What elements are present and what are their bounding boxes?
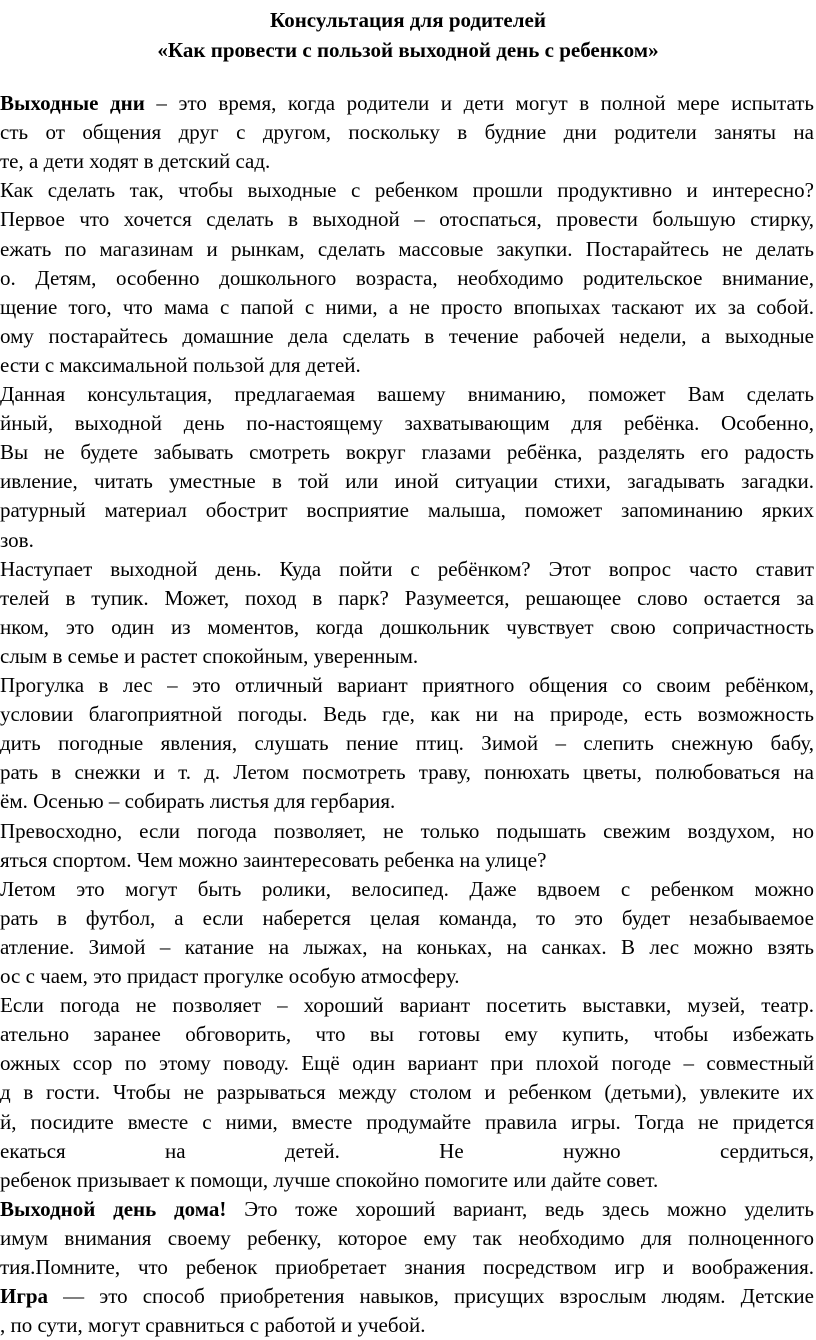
text-segment: Как сделать так, чтобы выходные с ребенком прошли продуктивно и интересно?: [0, 178, 814, 202]
text-line: [0, 612, 814, 642]
text-segment: Вы не будете забывать смотреть вокруг глазами ребёнка, разделять его радость: [0, 440, 814, 464]
text-segment: Если погода не позволяет – хороший вариант посетить выставки, музей, театр.: [0, 993, 814, 1017]
document-title-line-2: «Как провести с пользой выходной день с ребенком»: [157, 38, 659, 62]
text-segment: о. Детям, особенно дошкольного возраста, необходимо родительское внимание,: [0, 266, 814, 290]
text-line: [0, 932, 814, 962]
text-line: [0, 350, 814, 380]
text-segment: Данная консультация, предлагаемая вашему вниманию, поможет Вам сделать: [0, 382, 814, 406]
text-line: [0, 786, 814, 816]
text-segment: екаться на детей. Не нужно сердиться,: [0, 1139, 814, 1163]
text-line: [0, 1048, 814, 1078]
text-segment: Прогулка в лес – это отличный вариант приятного общения со своим ребёнком,: [0, 673, 814, 697]
text-segment: ивление, читать уместные в той или иной ситуации стихи, загадывать загадки.: [0, 469, 814, 493]
text-segment: ратурный материал обострит восприятие малыша, поможет запоминанию ярких: [0, 498, 814, 522]
text-segment: ребенок призывает к помощи, лучше спокойно помогите или дайте совет.: [0, 1168, 659, 1192]
text-line: [0, 1107, 814, 1137]
text-line: [0, 204, 814, 234]
text-segment: имум внимания своему ребенку, которое ему так необходимо для полноценного: [0, 1226, 814, 1250]
document-title-line-1: Консультация для родителей: [270, 8, 546, 32]
text-line: [0, 728, 814, 758]
text-line: [0, 234, 814, 264]
text-line: [0, 1310, 814, 1340]
text-line: [0, 146, 814, 176]
text-line: [0, 466, 814, 496]
text-segment: ести с максимальной пользой для детей.: [0, 353, 361, 377]
text-line: [0, 379, 814, 409]
text-segment: ём. Осенью – собирать листья для гербария.: [0, 789, 396, 813]
text-line: [0, 554, 814, 584]
text-segment: условии благоприятной погоды. Ведь где, как ни на природе, есть возможность: [0, 702, 814, 726]
text-segment: атление. Зимой – катание на лыжах, на коньках, на санках. В лес можно взять: [0, 935, 814, 959]
text-line: [0, 583, 814, 613]
text-segment: ожных ссор по этому поводу. Ещё один вариант при плохой погоде – совместный: [0, 1051, 814, 1075]
text-segment: йный, выходной день по-настоящему захватывающим для ребёнка. Особенно,: [0, 411, 814, 435]
text-segment: й, посидите вместе с ними, вместе продумайте правила игры. Тогда не придется: [0, 1110, 814, 1134]
text-segment: ос с чаем, это придаст прогулке особую атмосферу.: [0, 964, 460, 988]
text-segment: сть от общения друг с другом, поскольку в будние дни родители заняты на: [0, 120, 814, 144]
text-line: [0, 408, 814, 438]
text-line: [0, 1252, 814, 1282]
text-segment: рать в футбол, а если наберется целая команда, то это будет незабываемое: [0, 906, 814, 930]
text-line: [0, 1281, 814, 1311]
text-line: [0, 874, 814, 904]
text-segment: дить погодные явления, слушать пение птиц. Зимой – слепить снежную бабу,: [0, 731, 814, 755]
text-segment: Это тоже хороший вариант, ведь здесь можно уделить: [226, 1197, 814, 1221]
text-segment: телей в тупик. Может, поход в парк? Разумеется, решающее слово остается за: [0, 586, 814, 610]
text-line: [0, 990, 814, 1020]
text-line: [0, 1194, 814, 1224]
text-line: [0, 845, 814, 875]
text-segment: ому постарайтесь домашние дела сделать в течение рабочей недели, а выходные: [0, 324, 814, 348]
bold-term: Игра: [0, 1284, 49, 1308]
text-line: [0, 88, 814, 118]
text-line: [0, 1077, 814, 1107]
text-line: [0, 699, 814, 729]
text-segment: Превосходно, если погода позволяет, не только подышать свежим воздухом, но: [0, 819, 814, 843]
text-line: [0, 525, 814, 555]
text-line: [0, 961, 814, 991]
text-line: [0, 292, 814, 322]
text-segment: – это время, когда родители и дети могут в полной мере испытать: [144, 91, 815, 115]
text-segment: яться спортом. Чем можно заинтересовать ребенка на улице?: [0, 848, 547, 872]
text-line: [0, 1136, 814, 1166]
bold-term: Выходные дни: [0, 91, 145, 115]
text-line: [0, 321, 814, 351]
text-line: [0, 1165, 814, 1195]
text-line: [0, 495, 814, 525]
text-segment: ежать по магазинам и рынкам, сделать массовые закупки. Постарайтесь не делать: [0, 237, 814, 261]
text-line: [0, 437, 814, 467]
bold-term: Выходной день дома!: [0, 1197, 227, 1221]
text-line: [0, 175, 814, 205]
text-segment: тия.Помните, что ребенок приобретает знания посредством игр и воображения.: [0, 1255, 814, 1279]
text-segment: те, а дети ходят в детский сад.: [0, 149, 271, 173]
text-line: [0, 903, 814, 933]
text-segment: слым в семье и растет спокойным, уверенным.: [0, 644, 419, 668]
text-segment: — это способ приобретения навыков, присущих взрослым людям. Детские: [48, 1284, 814, 1308]
text-segment: Летом это могут быть ролики, велосипед. Даже вдвоем с ребенком можно: [0, 877, 814, 901]
text-segment: Первое что хочется сделать в выходной – отоспаться, провести большую стирку,: [0, 207, 814, 231]
text-segment: ательно заранее обговорить, что вы готовы ему купить, чтобы избежать: [0, 1022, 814, 1046]
text-line: [0, 641, 814, 671]
text-line: [0, 1223, 814, 1253]
text-line: [0, 757, 814, 787]
text-line: [0, 670, 814, 700]
text-segment: , по сути, могут сравниться с работой и учебой.: [0, 1313, 426, 1337]
text-line: [0, 117, 814, 147]
text-line: [0, 263, 814, 293]
text-segment: зов.: [0, 528, 34, 552]
text-line: [0, 816, 814, 846]
text-segment: щение того, что мама с папой с ними, а не просто впопыхах таскают их за собой.: [0, 295, 814, 319]
text-segment: д в гости. Чтобы не разрываться между столом и ребенком (детьми), увлеките их: [0, 1080, 814, 1104]
text-line: [0, 1019, 814, 1049]
text-segment: рать в снежки и т. д. Летом посмотреть траву, понюхать цветы, полюбоваться на: [0, 760, 814, 784]
text-segment: нком, это один из моментов, когда дошкольник чувствует свою сопричастность: [0, 615, 814, 639]
text-segment: Наступает выходной день. Куда пойти с ребёнком? Этот вопрос часто ставит: [0, 557, 814, 581]
